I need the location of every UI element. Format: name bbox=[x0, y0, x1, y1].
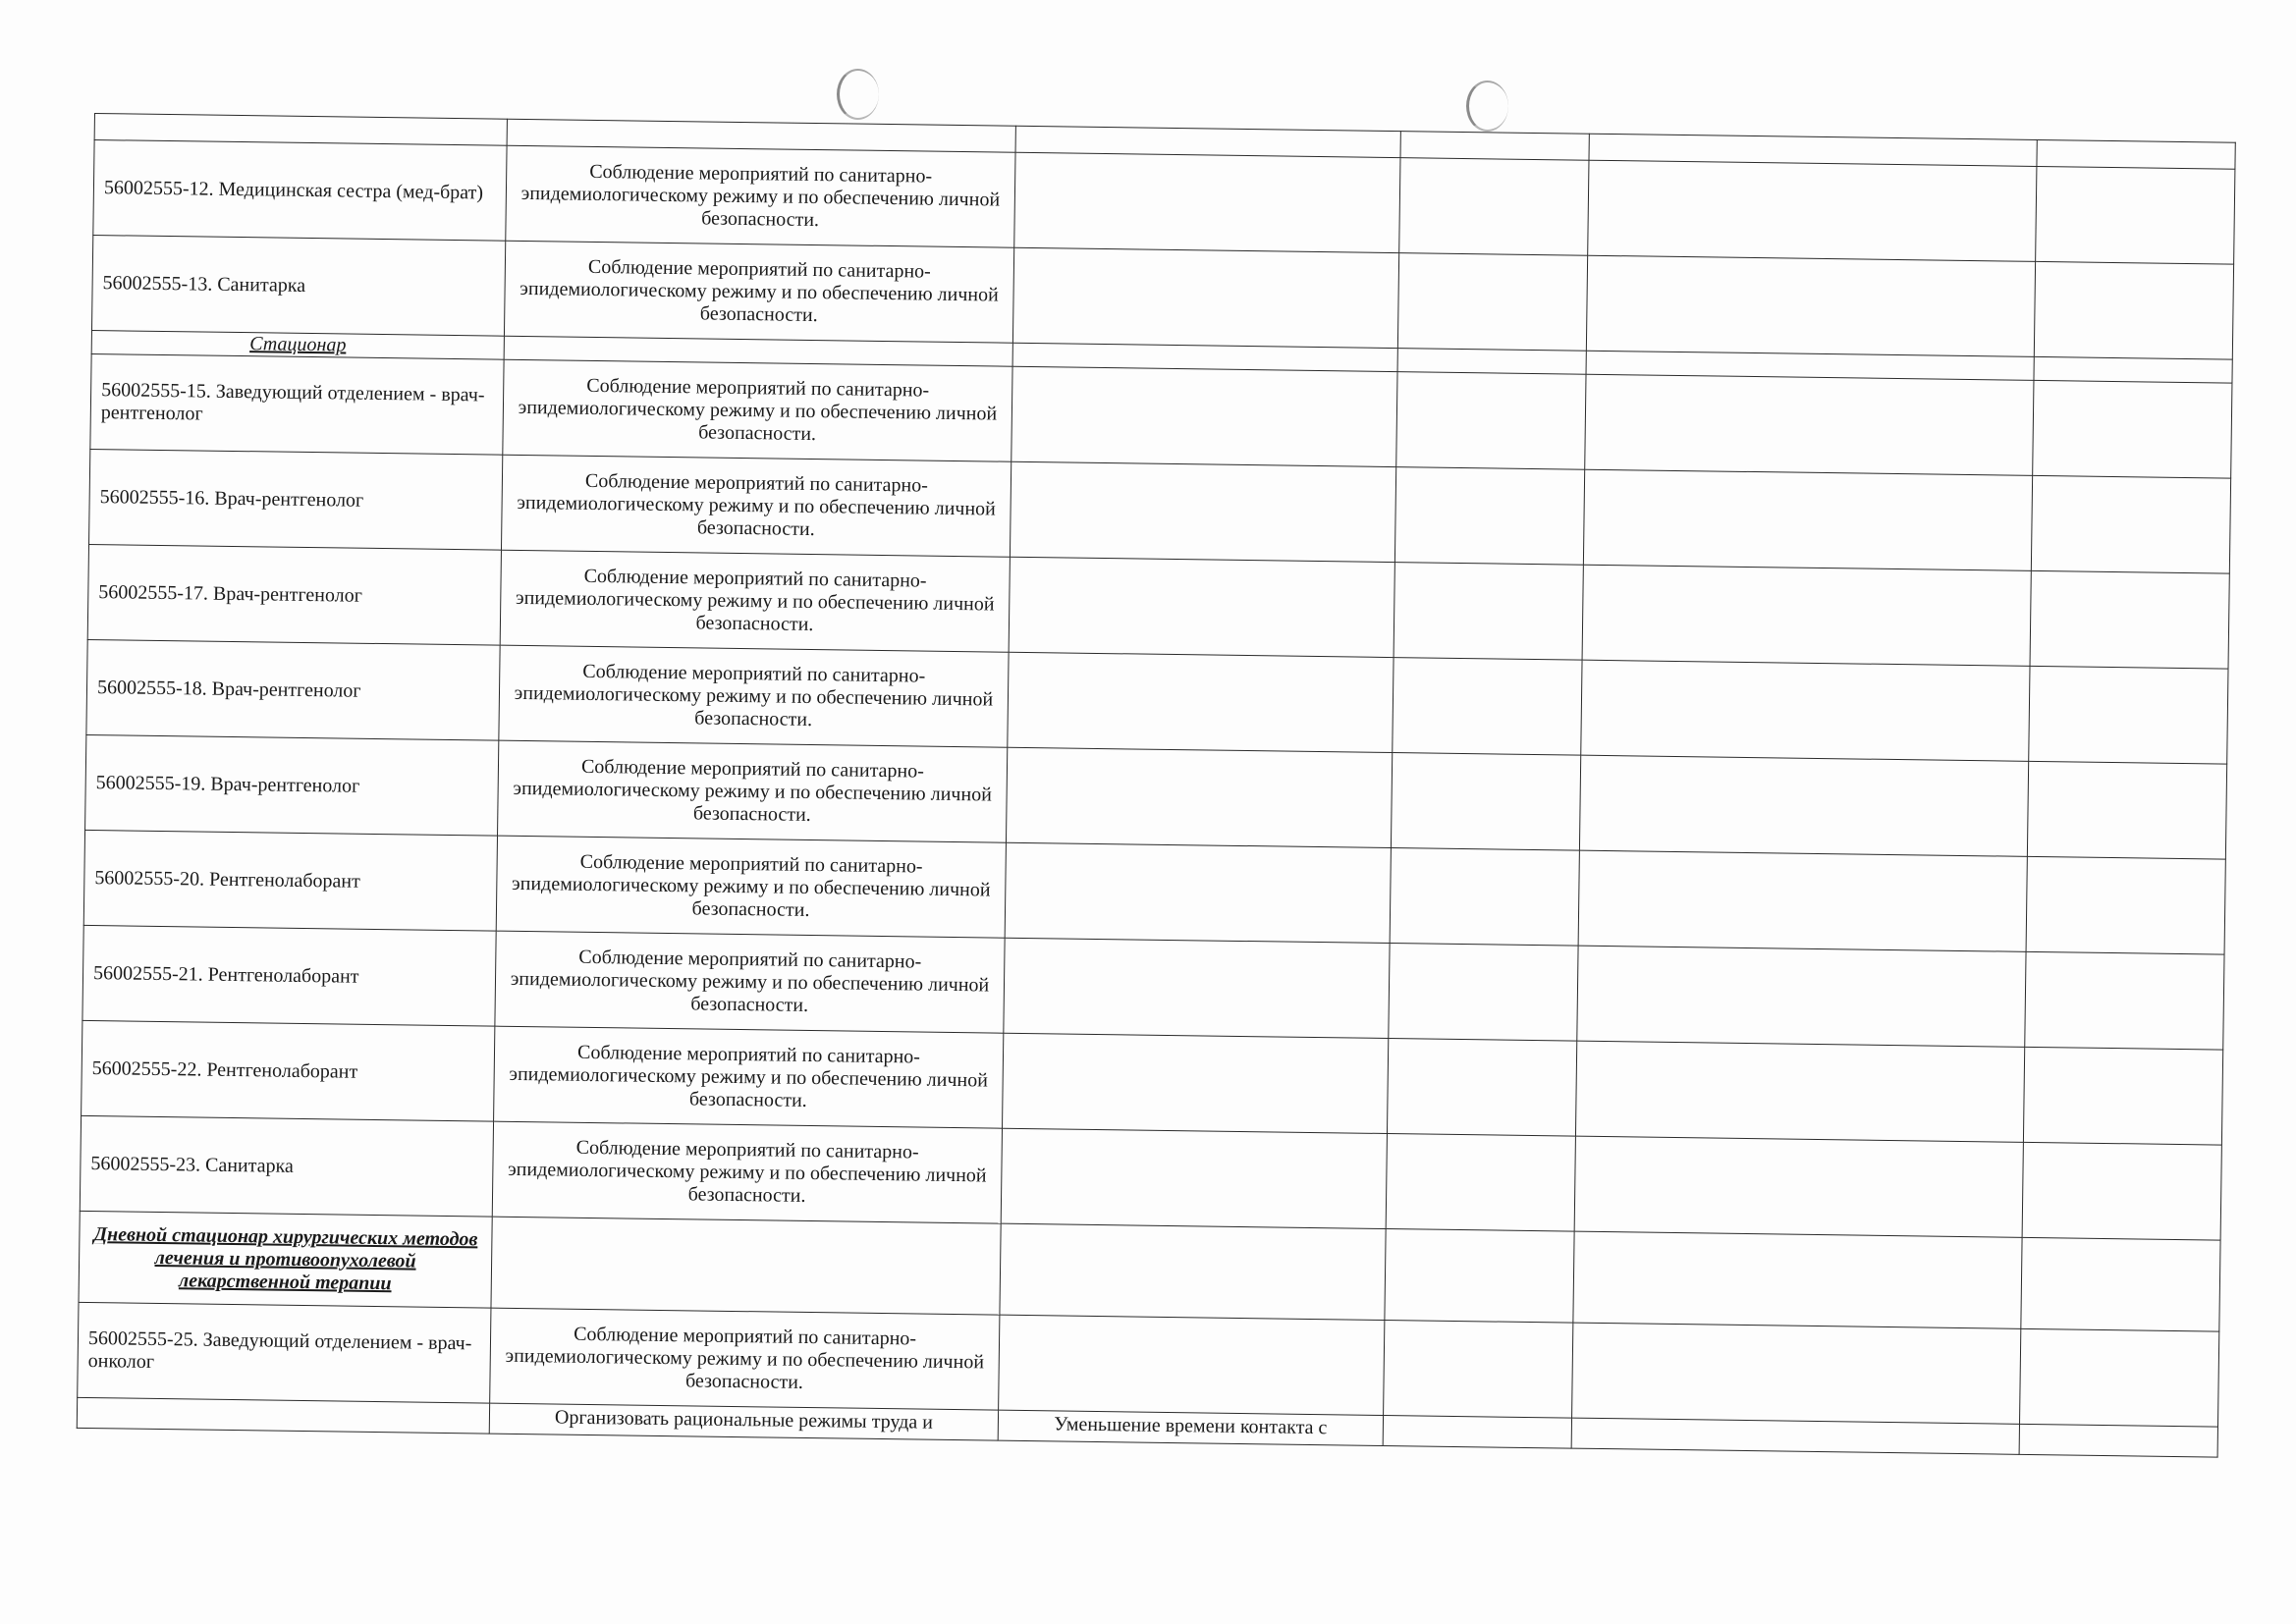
measures-table bbox=[77, 113, 2236, 1458]
empty-cell bbox=[1000, 1223, 1386, 1320]
purpose-cell: Уменьшение времени контакта с bbox=[998, 1410, 1383, 1445]
empty-cell bbox=[1384, 1321, 1573, 1419]
empty-cell bbox=[1394, 467, 1584, 566]
empty-cell bbox=[1396, 372, 1586, 470]
measure-cell: Организовать рациональные режимы труда и bbox=[489, 1403, 998, 1440]
empty-cell bbox=[1012, 247, 1398, 348]
empty-cell bbox=[2020, 1328, 2219, 1427]
job-position-cell: 56002555-20. Рентгенолаборант bbox=[83, 830, 497, 931]
empty-cell bbox=[1014, 152, 1400, 252]
empty-cell bbox=[2034, 261, 2233, 359]
empty-cell bbox=[1387, 1039, 1576, 1137]
measure-cell: Соблюдение мероприятий по санитарно-эпидемиологическому режиму и по обеспечению личной безопасности. bbox=[495, 931, 1005, 1033]
job-position-cell: 56002555-23. Санитарка bbox=[80, 1115, 493, 1217]
job-position-cell: 56002555-12. Медицинская сестра (мед-брат) bbox=[93, 140, 507, 242]
empty-cell bbox=[2030, 570, 2229, 669]
empty-cell bbox=[1390, 848, 1579, 947]
empty-cell bbox=[491, 1217, 1001, 1315]
empty-cell bbox=[1574, 1136, 2023, 1237]
empty-cell bbox=[1399, 158, 1589, 256]
empty-cell bbox=[2021, 1237, 2220, 1331]
empty-cell bbox=[1571, 1418, 2019, 1454]
empty-cell bbox=[1009, 557, 1394, 657]
measure-cell: Соблюдение мероприятий по санитарно-эпидемиологическому режиму и по обеспечению личной безопасности. bbox=[492, 1121, 1002, 1223]
measure-cell: Соблюдение мероприятий по санитарно-эпидемиологическому режиму и по обеспечению личной безопасности. bbox=[501, 455, 1011, 557]
punch-hole-mark bbox=[1466, 81, 1508, 132]
measure-cell: Соблюдение мероприятий по санитарно-эпидемиологическому режиму и по обеспечению личной безопасности. bbox=[500, 550, 1010, 652]
empty-cell bbox=[1573, 1231, 2022, 1328]
empty-cell bbox=[1393, 658, 1582, 756]
job-position-cell: 56002555-18. Врач-рентгенолог bbox=[86, 639, 500, 740]
empty-cell bbox=[1577, 946, 2026, 1047]
empty-cell bbox=[1010, 461, 1395, 562]
empty-cell bbox=[1581, 660, 2030, 761]
empty-cell bbox=[2029, 666, 2228, 764]
empty-cell bbox=[1397, 349, 1586, 375]
empty-cell bbox=[1389, 944, 1578, 1042]
job-position-cell: 56002555-25. Заведующий отделением - врач-онколог bbox=[78, 1302, 491, 1403]
table-body bbox=[77, 114, 2235, 1458]
empty-cell bbox=[1585, 374, 2034, 475]
punch-hole-mark bbox=[837, 69, 879, 120]
job-position-cell: 56002555-16. Врач-рентгенолог bbox=[89, 449, 503, 550]
empty-cell bbox=[2019, 1424, 2217, 1457]
job-position-cell: 56002555-19. Врач-рентгенолог bbox=[85, 734, 499, 836]
empty-cell bbox=[999, 1315, 1385, 1415]
job-position-cell: 56002555-22. Рентгенолаборант bbox=[82, 1020, 495, 1121]
empty-cell bbox=[1008, 652, 1394, 752]
empty-cell bbox=[1011, 366, 1397, 466]
empty-cell bbox=[1003, 1033, 1389, 1133]
empty-cell bbox=[1394, 563, 1583, 661]
empty-cell bbox=[1588, 160, 2037, 261]
empty-cell bbox=[1386, 1134, 1575, 1232]
job-position-cell: 56002555-21. Рентгенолаборант bbox=[82, 925, 496, 1026]
empty-cell bbox=[1579, 755, 2028, 856]
job-position-cell: 56002555-13. Санитарка bbox=[91, 235, 505, 336]
empty-cell bbox=[77, 1397, 489, 1434]
empty-cell bbox=[1575, 1041, 2024, 1142]
measure-cell: Соблюдение мероприятий по санитарно-эпидемиологическому режиму и по обеспечению личной безопасности. bbox=[504, 241, 1013, 343]
empty-cell bbox=[2034, 356, 2232, 383]
job-position-cell: 56002555-17. Врач-рентгенолог bbox=[87, 544, 501, 645]
empty-cell bbox=[2033, 380, 2232, 478]
empty-cell bbox=[1001, 1128, 1387, 1228]
empty-cell bbox=[1578, 850, 2027, 951]
measure-cell: Соблюдение мероприятий по санитарно-эпидемиологическому режиму и по обеспечению личной безопасности. bbox=[499, 645, 1009, 747]
empty-cell bbox=[1005, 842, 1391, 943]
empty-cell bbox=[1586, 255, 2035, 356]
header-cell bbox=[1400, 132, 1589, 161]
empty-cell bbox=[1572, 1323, 2021, 1424]
section-title-cell: Дневной стационар хирургических методов лечения и противоопухолевой лекарственной терапии bbox=[79, 1211, 492, 1308]
empty-cell bbox=[1006, 747, 1392, 847]
empty-cell bbox=[1391, 753, 1580, 851]
measure-cell: Соблюдение мероприятий по санитарно-эпидемиологическому режиму и по обеспечению личной безопасности. bbox=[498, 740, 1008, 842]
header-cell bbox=[2037, 139, 2235, 169]
measure-cell: Соблюдение мероприятий по санитарно-эпидемиологическому режиму и по обеспечению личной безопасности. bbox=[490, 1308, 1000, 1410]
measure-cell: Соблюдение мероприятий по санитарно-эпидемиологическому режиму и по обеспечению личной безопасности. bbox=[496, 836, 1006, 938]
empty-cell bbox=[1383, 1415, 1571, 1448]
empty-cell bbox=[1583, 469, 2032, 570]
section-title-cell: Стационар bbox=[91, 330, 504, 359]
empty-cell bbox=[2022, 1142, 2221, 1240]
empty-cell bbox=[1397, 253, 1587, 352]
job-position-cell: 56002555-15. Заведующий отделением - врач-рентгенолог bbox=[90, 353, 504, 455]
empty-cell bbox=[2027, 761, 2226, 859]
measure-cell: Соблюдение мероприятий по санитарно-эпидемиологическому режиму и по обеспечению личной безопасности. bbox=[506, 145, 1015, 247]
measure-cell: Соблюдение мероприятий по санитарно-эпидемиологическому режиму и по обеспечению личной безопасности. bbox=[494, 1026, 1004, 1128]
empty-cell bbox=[1582, 565, 2031, 666]
empty-cell bbox=[1385, 1229, 1574, 1324]
empty-cell bbox=[2036, 166, 2235, 264]
empty-cell bbox=[1004, 938, 1390, 1038]
measure-cell: Соблюдение мероприятий по санитарно-эпидемиологическому режиму и по обеспечению личной безопасности. bbox=[503, 359, 1012, 461]
empty-cell bbox=[2023, 1047, 2222, 1145]
empty-cell bbox=[2025, 951, 2224, 1050]
empty-cell bbox=[2031, 475, 2230, 573]
empty-cell bbox=[2026, 856, 2225, 954]
